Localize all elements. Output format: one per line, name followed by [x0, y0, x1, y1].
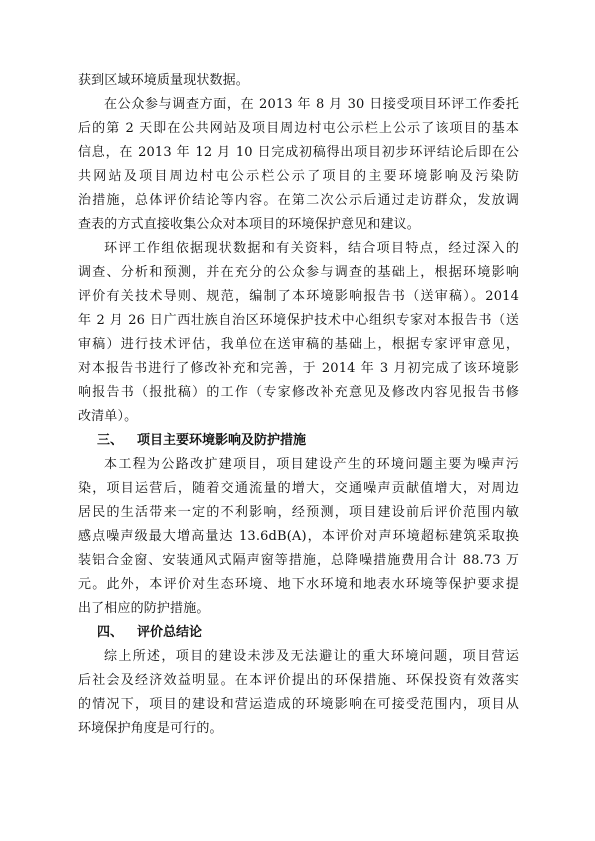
section-heading-four [97, 622, 202, 644]
public-paragraph-line: 治措施，总体评价结论等内容。在第二次公示后通过走访群众，发放调 [78, 193, 519, 208]
conclusion-paragraph-line: 环境保护角度是可行的。 [78, 721, 223, 736]
public-paragraph-line: 后的第 2 天即在公共网站及项目周边村屯公示栏上公示了该项目的基本 [78, 121, 519, 136]
impact-paragraph-line: 元。此外，本评价对生态环境、地下水环境和地表水环境等保护要求提 [78, 577, 519, 592]
impact-paragraph-line: 出了相应的防护措施。 [78, 601, 210, 616]
process-paragraph-line: 调查、分析和预测，并在充分的公众参与调查的基础上，根据环境影响 [78, 265, 519, 280]
process-paragraph-line: 改清单）。 [78, 409, 138, 424]
impact-paragraph-line: 居民的生活带来一定的不利影响，经预测，项目建设前后评价范围内敏 [78, 505, 519, 520]
impact-paragraph-line: 感点噪声级最大增高量达 13.6dB(A)，本评价对声环境超标建筑采取换 [78, 529, 519, 544]
section-title: 评价总结论 [137, 625, 203, 640]
section-heading-three [97, 430, 306, 452]
public-paragraph-line: 查表的方式直接收集公众对本项目的环境保护意见和建议。 [78, 217, 420, 232]
impact-paragraph-line: 装铝合金窗、安装通风式隔声窗等措施，总降噪措施费用合计 88.73 万 [78, 553, 519, 568]
section-number: 四、 [97, 625, 124, 640]
conclusion-paragraph-line: 后社会及经济效益明显。在本评价提出的环保措施、环保投资有效落实 [78, 673, 519, 688]
conclusion-paragraph-line: 的情况下，项目的建设和营运造成的环境影响在可接受范围内，项目从 [78, 697, 519, 712]
section-number: 三、 [97, 433, 124, 448]
impact-paragraph-line: 染，项目运营后，随着交通流量的增大，交通噪声贡献值增大，对周边 [78, 481, 519, 496]
section-title: 项目主要环境影响及防护措施 [137, 433, 307, 448]
intro-tail-line: 获到区域环境质量现状数据。 [78, 73, 249, 88]
conclusion-paragraph-line: 综上所述，项目的建设未涉及无法避让的重大环境问题，项目营运 [104, 649, 519, 664]
public-paragraph-line: 信息，在 2013 年 12 月 10 日完成初稿得出项目初步环评结论后即在公 [78, 145, 519, 160]
process-paragraph-line: 年 2 月 26 日广西壮族自治区环境保护技术中心组织专家对本报告书（送 [78, 313, 519, 328]
impact-paragraph-line: 本工程为公路改扩建项目，项目建设产生的环境问题主要为噪声污 [104, 457, 519, 472]
process-paragraph-line: 评价有关技术导则、规范，编制了本环境影响报告书（送审稿）。2014 [78, 289, 519, 304]
public-paragraph-line: 在公众参与调查方面，在 2013 年 8 月 30 日接受项目环评工作委托 [104, 97, 519, 112]
process-paragraph-line: 对本报告书进行了修改补充和完善，于 2014 年 3 月初完成了该环境影 [78, 361, 519, 376]
process-paragraph-line: 环评工作组依据现状数据和有关资料，结合项目特点，经过深入的 [104, 241, 519, 256]
public-paragraph-line: 共网站及项目周边村屯公示栏公示了项目的主要环境影响及污染防 [78, 169, 519, 184]
process-paragraph-line: 响报告书（报批稿）的工作（专家修改补充意见及修改内容见报告书修 [78, 385, 519, 400]
process-paragraph-line: 审稿）进行技术评估，我单位在送审稿的基础上，根据专家评审意见， [78, 337, 519, 352]
